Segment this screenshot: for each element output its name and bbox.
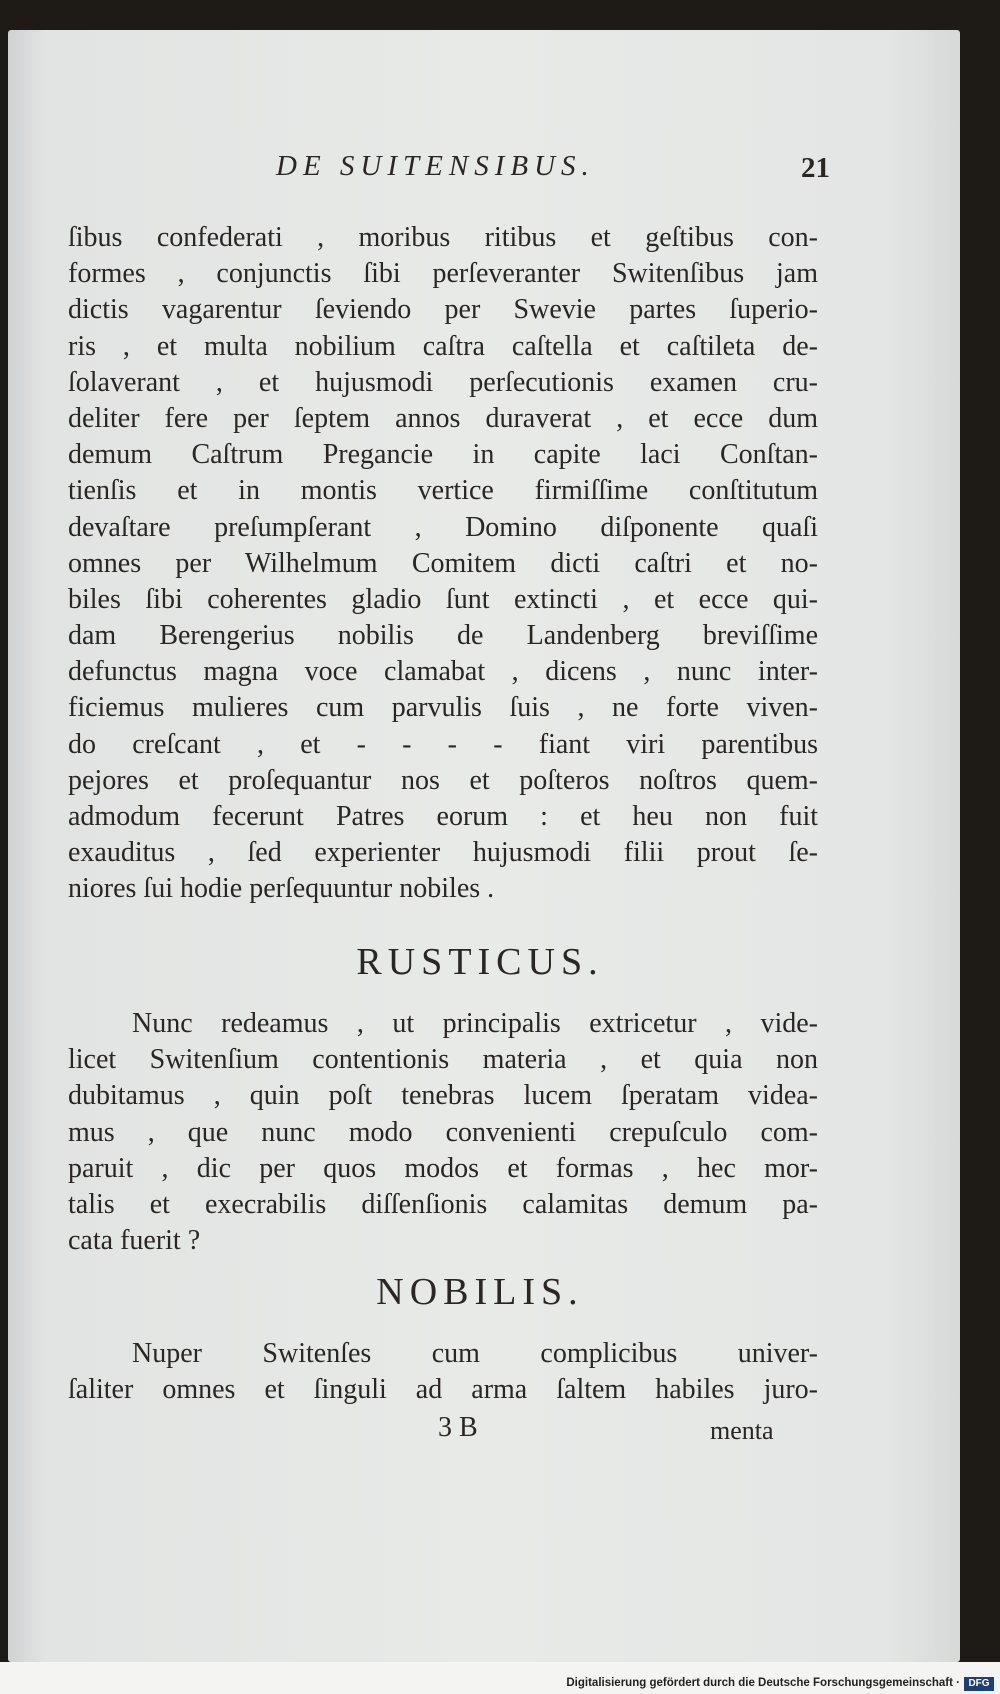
text-line: defunctus magna voce clamabat , dicens , nunc inter- xyxy=(68,656,818,688)
text-line: formes , conjunctis ſibi perſeveranter Switenſibus jam xyxy=(68,258,818,290)
text-line: Nuper Switenſes cum complicibus univer- xyxy=(132,1338,818,1369)
page-number: 21 xyxy=(801,152,830,184)
catchword: menta xyxy=(710,1416,774,1445)
text-line: ficiemus mulieres cum parvulis ſuis , ne forte viven- xyxy=(68,692,818,724)
dfg-logo-icon: DFG xyxy=(964,1677,994,1691)
text-line: omnes per Wilhelmum Comitem dicti caſtri et no- xyxy=(68,547,818,579)
text-line: dubitamus , quin poſt tenebras lucem ſperatam videa- xyxy=(68,1080,818,1112)
paragraph-3 xyxy=(68,1336,818,1408)
text-line: ris , et multa nobilium caſtra caſtella et caſtileta de- xyxy=(68,330,818,362)
text-line: do creſcant , et - - - - fiant viri parentibus xyxy=(68,728,818,760)
text-line: biles ſibi coherentes gladio ſunt extincti , et ecce qui- xyxy=(68,583,818,615)
text-line: talis et execrabilis diſſenſionis calamitas demum pa- xyxy=(68,1188,818,1220)
paragraph-2 xyxy=(68,1006,818,1259)
text-line: pejores et proſequantur nos et poſteros noſtros quem- xyxy=(68,764,818,796)
text-line: paruit , dic per quos modos et formas , hec mor- xyxy=(68,1152,818,1184)
signature-mark: 3 B xyxy=(438,1412,478,1443)
text-line: devaſtare preſumpſerant , Domino diſponente quaſi xyxy=(68,511,818,543)
text-line: admodum fecerunt Patres eorum : et heu non fuit xyxy=(68,801,818,832)
text-line: Nunc redeamus , ut principalis extricetur , vide- xyxy=(132,1008,818,1039)
page-header xyxy=(270,150,830,186)
paragraph-1 xyxy=(68,220,818,908)
text-line: cata fuerit ? xyxy=(68,1225,201,1257)
text-line: deliter fere per ſeptem annos duraverat , et ecce dum xyxy=(68,402,818,434)
running-title: DE SUITENSIBUS. xyxy=(276,150,595,182)
text-line: niores ſui hodie perſequuntur nobiles . xyxy=(68,873,495,905)
text-line: licet Switenſium contentionis materia , et quia non xyxy=(68,1044,818,1076)
text-line: exauditus , ſed experienter hujusmodi filii prout ſe- xyxy=(68,837,818,869)
text-line: tienſis et in montis vertice firmiſſime conſtitutum xyxy=(68,475,818,507)
text-line: dam Berengerius nobilis de Landenberg breviſſime xyxy=(68,620,818,652)
text-line: ſolaverant , et hujusmodi perſecutionis examen cru- xyxy=(68,366,818,398)
text-line: demum Caſtrum Pregancie in capite laci Conſtan- xyxy=(68,439,818,471)
text-line: mus , que nunc modo convenienti crepuſculo com- xyxy=(68,1116,818,1148)
text-line: ſaliter omnes et ſinguli ad arma ſaltem habiles juro- xyxy=(68,1374,818,1406)
speaker-heading-rusticus: RUSTICUS. xyxy=(356,941,604,983)
speaker-heading-nobilis: NOBILIS. xyxy=(376,1271,584,1313)
text-line: ſibus confederati , moribus ritibus et geſtibus con- xyxy=(68,222,818,253)
digitization-footer xyxy=(0,1676,1000,1694)
funding-note: Digitalisierung gefördert durch die Deutsche Forschungsgemeinschaft · xyxy=(566,1677,960,1689)
text-line: dictis vagarentur ſeviendo per Swevie partes ſuperio- xyxy=(68,294,818,326)
